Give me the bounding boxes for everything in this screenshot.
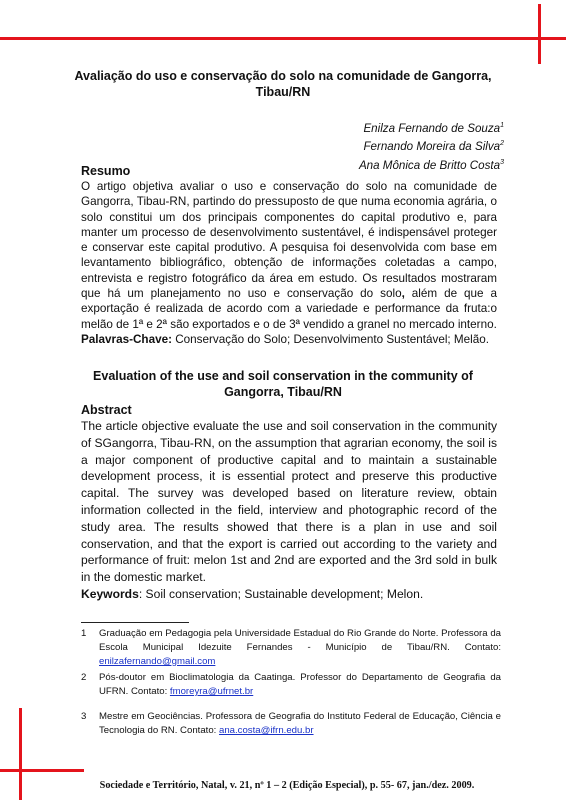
footnote-text: [99, 710, 501, 738]
email-link[interactable]: ana.costa@ifrn.edu.br: [219, 725, 314, 736]
abstract-section: [81, 403, 497, 603]
keywords-pt: Conservação do Solo; Desenvolvimento Sustentável; Melão.: [171, 332, 490, 346]
resumo-section: [81, 164, 497, 347]
footnote-3: [81, 710, 501, 738]
keywords-label-pt: Palavras-Chave:: [81, 332, 172, 346]
footnote-number: 1: [81, 628, 87, 639]
keywords-en: : Soil conservation; Sustainable development; Melon.: [138, 586, 424, 601]
resumo-body: [81, 179, 497, 332]
footnote-2: [81, 671, 501, 699]
author-name: Enilza Fernando de Souza: [363, 121, 501, 135]
footnote-text: [99, 671, 501, 699]
resumo-heading: Resumo: [81, 164, 131, 178]
resumo-text-part-1: O artigo objetiva avaliar o uso e conservação do solo na comunidade de Gangorra, Tibau-RN, partindo do pressuposto de que numa economia agrária, o solo constitui um dos principais componentes do capital produtivo e, para manter um processo de desenvolvimento sustentável, é indispensável proteger e conservar este capital produtivo. A pesquisa foi desenvolvida com base em levantamento bibliográfico, obtenção de informações coletadas a campo, entrevista e registro fotográfico da área em estudo. Os resultados mostraram que há um planejamento no uso e conservação do solo: [81, 180, 497, 301]
resumo-text-part-2: além de que a exportação é realizada de acordo com a variedade e performance da fruta:o melão de 1ª e 2ª são exportados e o de 3ª vendido a granel no mercado interno.: [81, 287, 497, 331]
footnote-separator: [81, 622, 189, 623]
crop-mark-bottom-vertical: [19, 708, 22, 800]
crop-mark-bottom-horizontal: [0, 769, 84, 772]
author-footnote-marker: 2: [500, 140, 504, 148]
resumo-bold-comma: ,: [401, 287, 405, 301]
author-footnote-marker: 1: [500, 122, 504, 129]
author-1: [359, 118, 504, 136]
abstract-heading: Abstract: [81, 403, 132, 417]
footnote-body: Mestre em Geociências. Professora de Geografia do Instituto Federal de Educação, Ciência e Tecnologia do RN. Contato:: [99, 711, 501, 736]
author-name: Fernando Moreira da Silva: [363, 140, 501, 154]
crop-mark-top-horizontal: [0, 37, 566, 40]
author-2: [359, 136, 504, 154]
footnote-body: Pós-doutor em Bioclimatologia da Caatinga. Professor do Departamento de Geografia da UFRN. Contato:: [99, 672, 501, 697]
footnote-number: 3: [81, 711, 87, 722]
abstract-body: The article objective evaluate the use and soil conservation in the community of SGangorra, Tibau-RN, on the assumption that agrarian economy, the soil is a major component of productive capital and to maintain a sustainable development process, it is essential protect and preserve this productive capital. The survey was developed based on literature review, obtain information collected in the field, interview and photographic record of the study area. The results showed that there is a plan in use and soil conservation, and that the export is carried out according to the variety and performance of fruit: melon 1st and 2nd are exported and the 3rd sold in bulk in the domestic market.: [81, 419, 497, 585]
abstract-keywords: [81, 586, 497, 603]
crop-mark-top-vertical: [538, 4, 541, 64]
footnote-text: [99, 627, 501, 669]
footnote-number: 2: [81, 672, 87, 683]
author-name: Ana Mônica de Britto Costa: [358, 158, 501, 172]
footnote-1: [81, 627, 501, 669]
email-link[interactable]: enilzafernando@gmail.com: [99, 656, 216, 667]
author-footnote-marker: 3: [500, 158, 504, 166]
journal-citation-footer: Sociedade e Território, Natal, v. 21, nº 1 – 2 (Edição Especial), p. 55- 67, jan./dez. 2009.: [99, 780, 475, 791]
article-title-english: Evaluation of the use and soil conservation in the community of Gangorra, Tibau/RN: [93, 369, 473, 399]
resumo-keywords: [81, 332, 497, 347]
article-title-portuguese: Avaliação do uso e conservação do solo na comunidade de Gangorra, Tibau/RN: [74, 69, 492, 99]
email-link[interactable]: fmoreyra@ufrnet.br: [169, 686, 254, 697]
footnote-body: Graduação em Pedagogia pela Universidade Estadual do Rio Grande do Norte. Professora da Escola Municipal Idezuite Fernandes - Município de Tibau/RN. Contato:: [99, 628, 501, 653]
keywords-label-en: Keywords: [81, 586, 139, 601]
